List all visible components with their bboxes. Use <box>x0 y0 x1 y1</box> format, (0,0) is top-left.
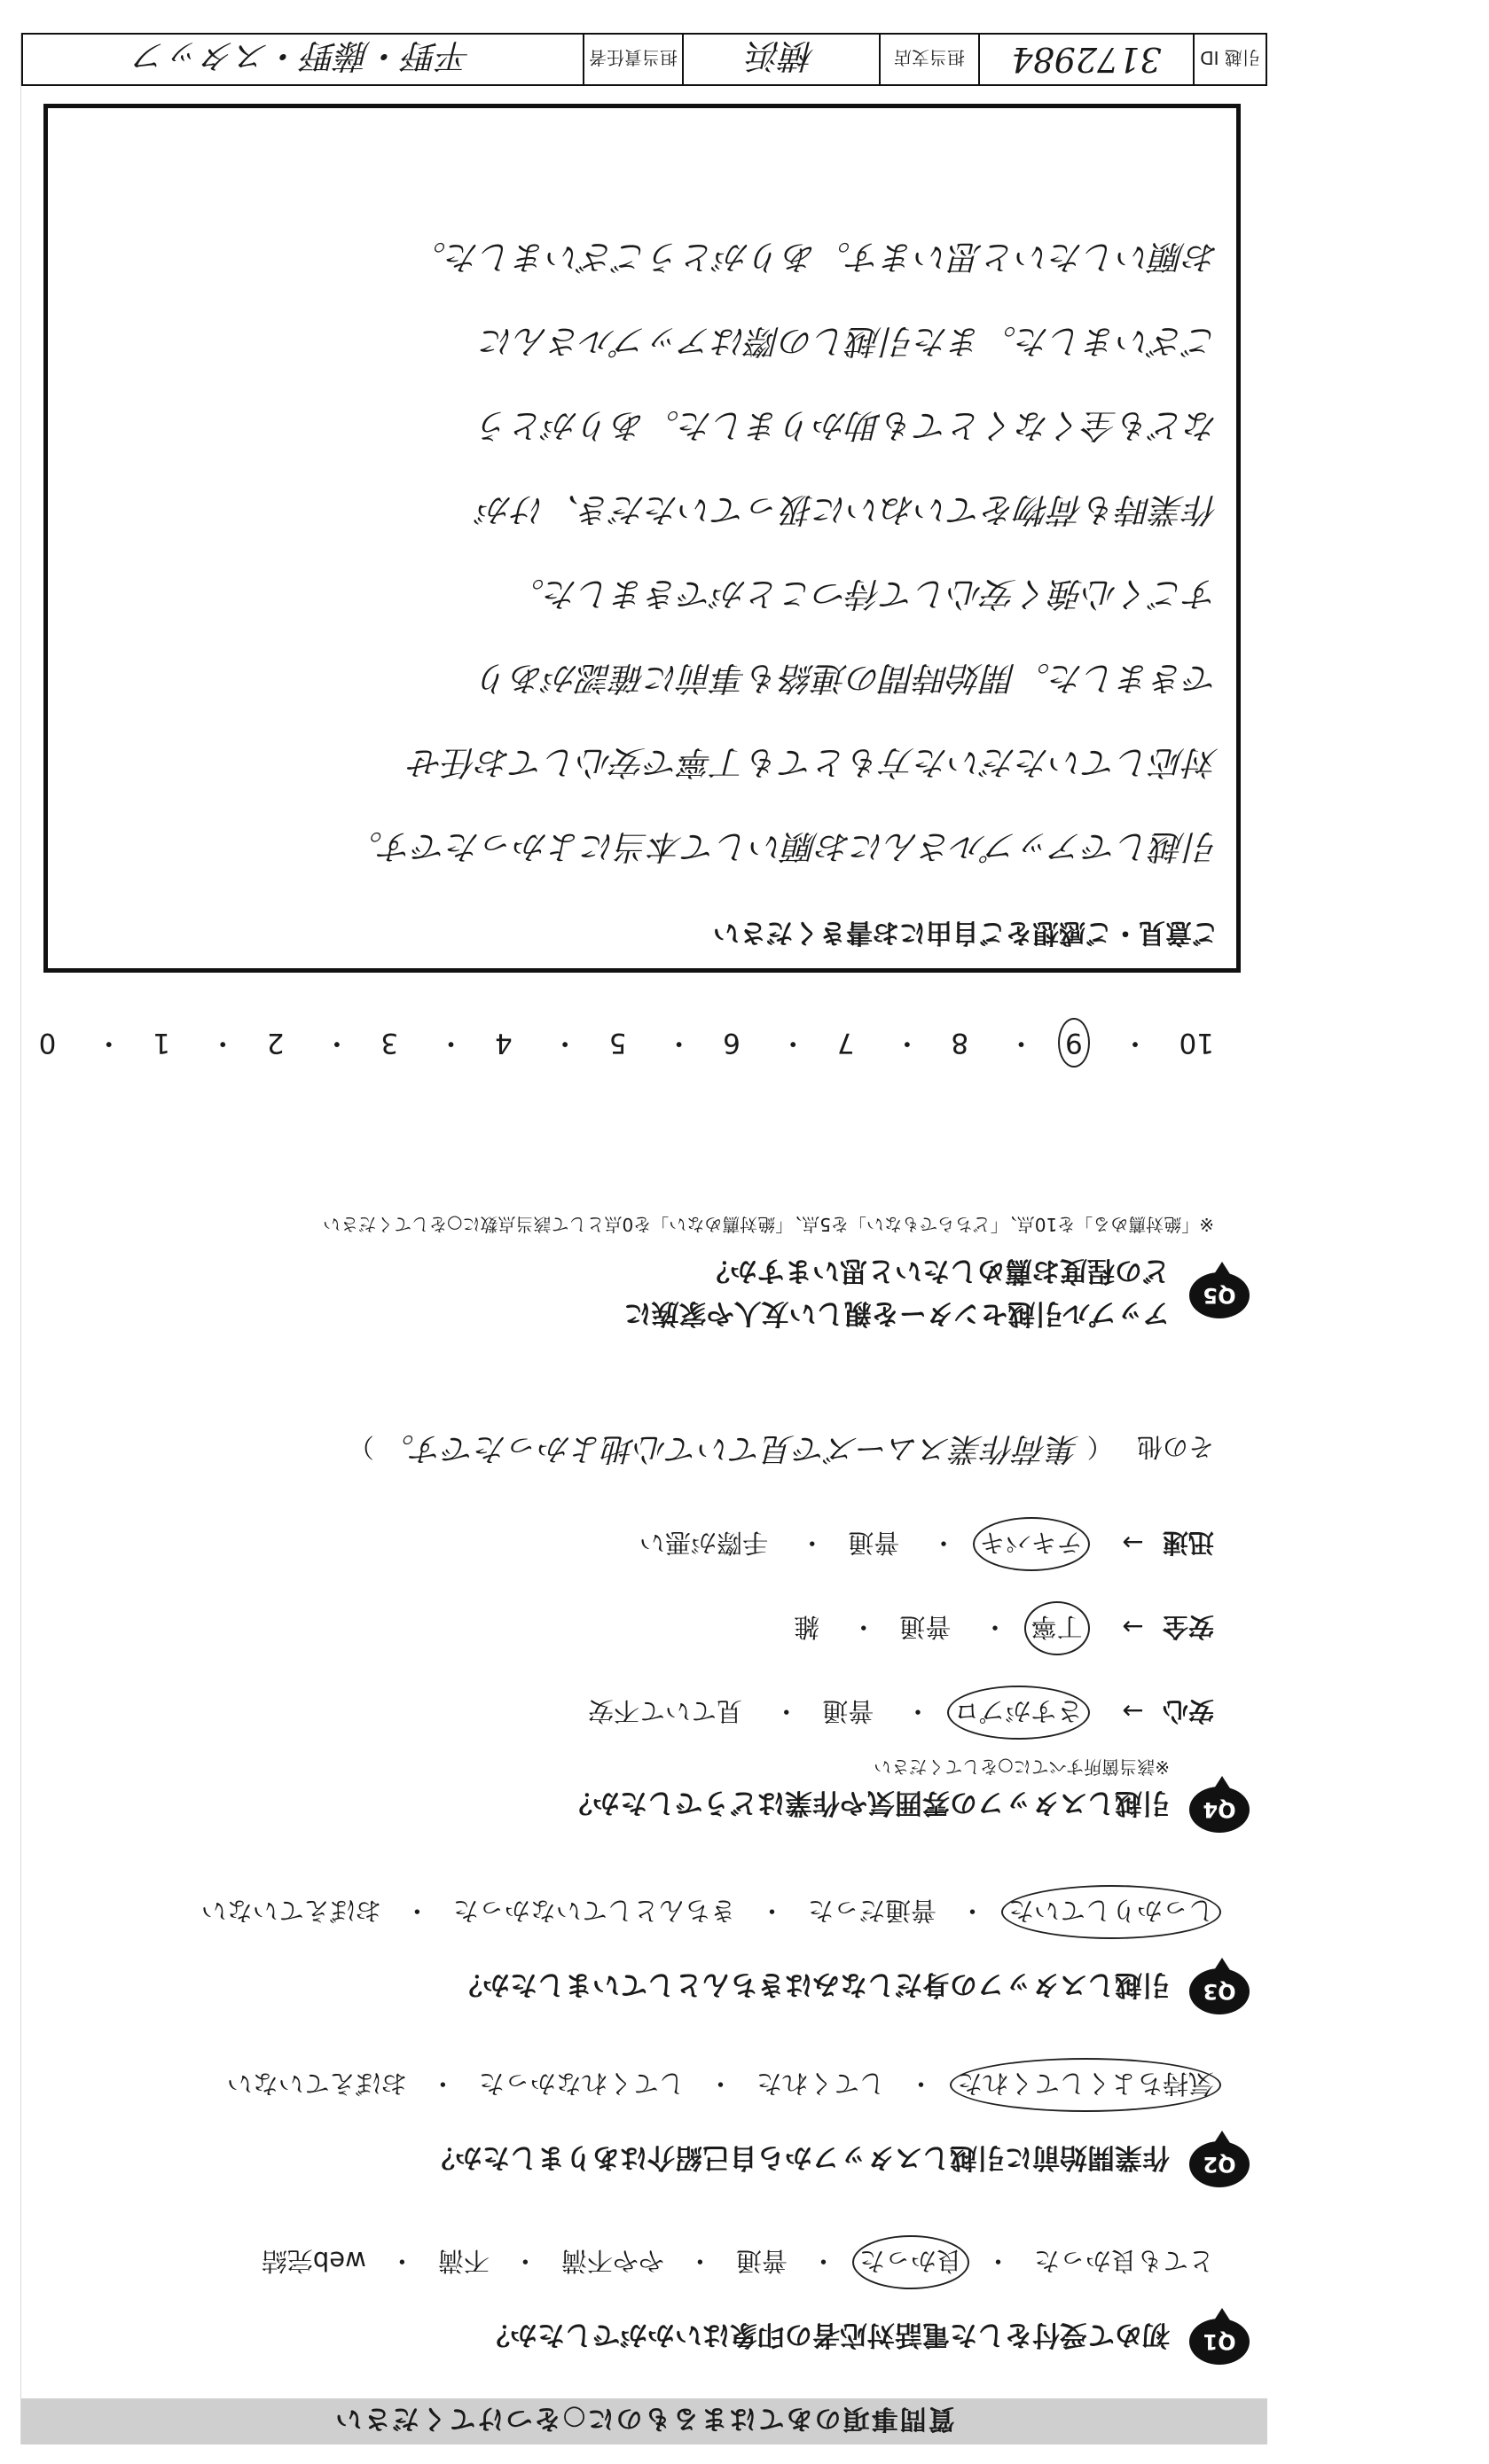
q3-option-1[interactable]: しっかりしていた <box>1008 1894 1214 1930</box>
comment-line: できました。開始時間の連絡も事前に確認があり <box>476 659 1219 698</box>
score-9[interactable]: 9 <box>1064 1027 1083 1059</box>
q1-options: とても良かった ・ 良かった ・ 普通 ・ やや不満 ・ 不満 ・ web完結 <box>262 2244 1214 2280</box>
q4-row-anshin: 安心 → さすがプロ・ 普通・ 見ていて不安 <box>588 1694 1214 1731</box>
q3-option-4[interactable]: おぼえていない <box>200 1896 381 1926</box>
leader-value[interactable]: 平野・藤野・スタッフ <box>134 36 472 76</box>
q4-row-1-option-1[interactable]: さすがプロ <box>954 1694 1083 1731</box>
comment-box[interactable] <box>43 104 1241 973</box>
id-label: 引越 ID <box>1193 35 1266 84</box>
q3-badge: Q3 <box>1189 1968 1250 2014</box>
score-10[interactable]: 10 <box>1179 1027 1214 1059</box>
q4-other-text[interactable]: 集荷作業スムーズで見ていて心地よかったです。 <box>382 1430 1079 1467</box>
q4-row-2-option-3[interactable]: 雑 <box>794 1612 820 1642</box>
q4-note: ※該当箇所すべてに○をしてください <box>874 1756 1170 1778</box>
id-value[interactable]: 3172984 <box>978 35 1193 84</box>
q2-option-3[interactable]: してくれなかった <box>478 2069 685 2099</box>
q3-option-2[interactable]: 普通だった <box>807 1896 937 1926</box>
q1-option-6[interactable]: web完結 <box>261 2246 366 2276</box>
q4-text: 引越しスタッフの雰囲気や作業はどうでしたか？ <box>565 1787 1170 1819</box>
comment-title: ご意見・ご感想をご自由にお書きください <box>713 917 1219 948</box>
q4-row-1-arrow: → <box>1122 1696 1144 1726</box>
q4-row-anzen: 安全 → 丁寧・ 普通・ 雑 <box>794 1610 1214 1647</box>
score-1[interactable]: 1 <box>153 1027 170 1059</box>
q4-row-2-label: 安全 <box>1162 1612 1214 1642</box>
comment-line: なども全くなくとても助かりました。ありがとう <box>476 406 1219 445</box>
q2-option-4[interactable]: おぼえていない <box>226 2069 407 2099</box>
q4-row-3-arrow: → <box>1122 1528 1144 1558</box>
branch-label: 担当支店 <box>879 35 978 84</box>
q3-option-3[interactable]: きちんとしていなかった <box>452 1896 736 1926</box>
q4-other-label: その他 <box>1136 1432 1214 1462</box>
q4-row-1-option-3[interactable]: 見ていて不安 <box>588 1696 743 1726</box>
q3-options: しっかりしていた ・ 普通だった ・ きちんとしていなかった ・ おぼえていない <box>201 1894 1214 1930</box>
q2-text: 作業開始前に引越しスタッフから自己紹介はありましたか？ <box>427 2141 1170 2173</box>
q4-other: その他 （ 集荷作業スムーズで見ていて心地よかったです。 ） <box>348 1430 1214 1467</box>
q1-text: 初めて受付をした電話対応者の印象はいかがでしたか？ <box>482 2319 1170 2351</box>
q1-option-5[interactable]: 不満 <box>437 2246 490 2276</box>
instruction-banner: 質問事項のあてはまるものに○をつけてください <box>21 2398 1267 2444</box>
q4-row-1-option-2[interactable]: 普通 <box>822 1696 874 1726</box>
q3-text: 引越しスタッフの身だしなみはきちんとしていましたか？ <box>455 1968 1170 2000</box>
score-5[interactable]: 5 <box>608 1027 627 1059</box>
score-7[interactable]: 7 <box>836 1027 855 1059</box>
q4-row-1-label: 安心 <box>1162 1696 1214 1726</box>
q4-row-jinsoku: 迅速 → テキパキ・ 普通・ 手際が悪い <box>639 1526 1214 1562</box>
footer-table <box>21 33 1267 86</box>
q5-badge: Q5 <box>1189 1272 1250 1318</box>
q5-text-line-1: アップル引越センターを親しい友人や家族に <box>623 1297 1170 1329</box>
q4-row-3-label: 迅速 <box>1162 1528 1214 1558</box>
comment-line: お願いしたいと思います。ありがとうございました。 <box>412 238 1219 277</box>
comment-line: 対応していただいた方もとても丁寧で安心してお任せ <box>409 743 1219 782</box>
q2-option-2[interactable]: してくれた <box>756 2069 885 2099</box>
q2-badge: Q2 <box>1189 2141 1250 2187</box>
survey-sheet <box>20 33 1267 2444</box>
q4-row-3-option-2[interactable]: 普通 <box>848 1528 900 1558</box>
q1-badge: Q1 <box>1189 2319 1250 2365</box>
score-6[interactable]: 6 <box>723 1027 741 1059</box>
q5-score-scale: 10・ 9・ 8・ 7・ 6・ 5・ 4・ 3・ 2・ 1・ 0 <box>38 1027 1214 1059</box>
q4-row-3-option-1[interactable]: テキパキ <box>980 1526 1083 1562</box>
q4-row-2-option-2[interactable]: 普通 <box>899 1612 952 1642</box>
q2-option-1[interactable]: 気持ちよくしてくれた <box>957 2067 1214 2103</box>
q2-options: 気持ちよくしてくれた ・ してくれた ・ してくれなかった ・ おぼえていない <box>227 2067 1214 2103</box>
q4-row-2-arrow: → <box>1122 1612 1144 1642</box>
q4-badge: Q4 <box>1189 1787 1250 1833</box>
comment-text <box>66 215 1219 888</box>
q1-option-4[interactable]: やや不満 <box>560 2246 664 2276</box>
comment-line: ございました。また引越しの際はアップルさんに <box>481 322 1219 361</box>
q4-row-3-option-3[interactable]: 手際が悪い <box>639 1528 769 1558</box>
q5-text-line-2: どの程度お薦めしたいと思いますか？ <box>702 1255 1170 1287</box>
score-8[interactable]: 8 <box>951 1027 969 1059</box>
comment-line: 作業時も荷物をていねいに扱っていただき、けが <box>478 490 1219 529</box>
q5-note: ※「絶対薦める」を10点、「どちらでもない」を5点、「絶対薦めない」を0点として該当点数に○をしてください <box>323 1214 1214 1235</box>
q1-option-2[interactable]: 良かった <box>859 2244 962 2280</box>
comment-line: 引越しでアップルさんにお願いして本当によかったです。 <box>349 827 1219 866</box>
score-2[interactable]: 2 <box>266 1027 285 1059</box>
q1-option-1[interactable]: とても良かった <box>1033 2246 1214 2276</box>
score-3[interactable]: 3 <box>380 1027 399 1059</box>
leader-label: 担当責任者 <box>583 35 682 84</box>
score-4[interactable]: 4 <box>494 1027 513 1059</box>
q1-option-3[interactable]: 普通 <box>735 2246 788 2276</box>
comment-line: すごく心強く安心して待つことができました。 <box>510 575 1219 614</box>
branch-value[interactable]: 横浜 <box>682 35 879 84</box>
score-0[interactable]: 0 <box>38 1027 57 1059</box>
q4-row-2-option-1[interactable]: 丁寧 <box>1031 1610 1083 1647</box>
